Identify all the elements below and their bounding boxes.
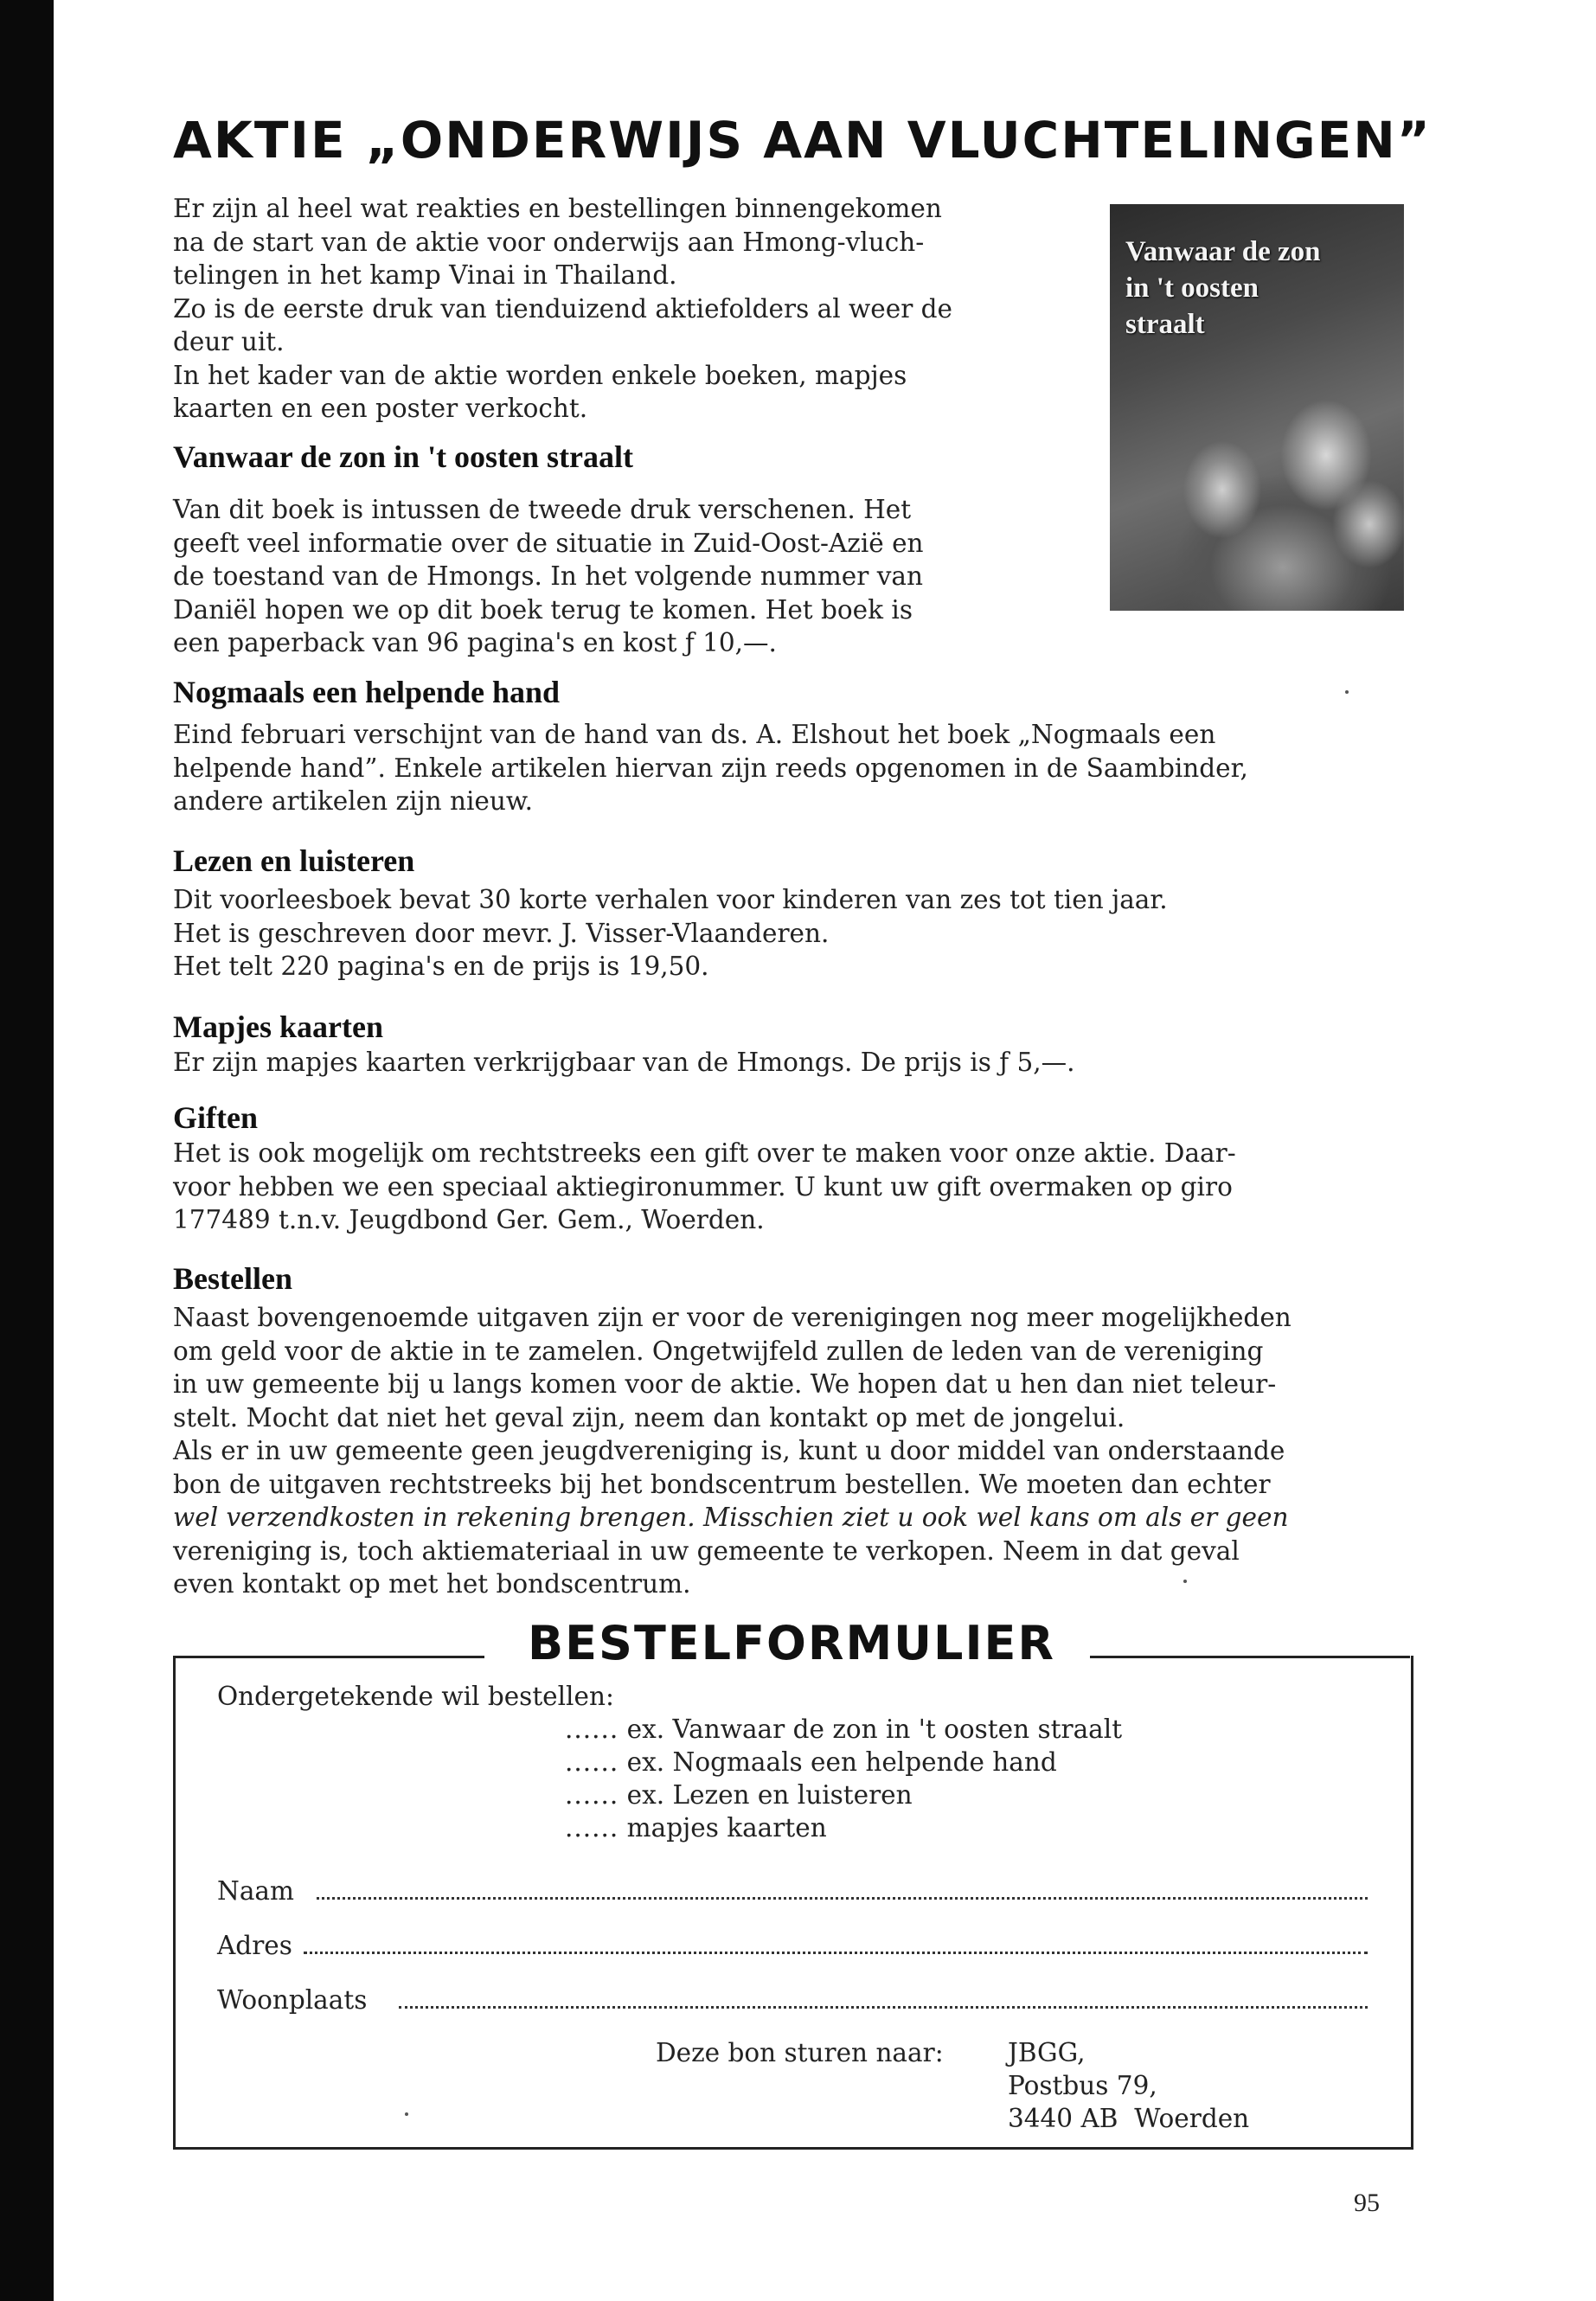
address-line: JBGG, (1008, 2038, 1086, 2067)
order-form-title: BESTELFORMULIER (528, 1616, 1055, 1670)
text-line: Er zijn al heel wat reakties en bestellingen binnengekomen (173, 194, 942, 223)
cover-line: Vanwaar de zon (1125, 236, 1321, 267)
section-vanwaar (173, 439, 1081, 660)
text-line: Naast bovengenoemde uitgaven zijn er voor de verenigingen nog meer mogelijkheden (173, 1303, 1292, 1332)
field-label: Woonplaats (217, 1985, 368, 2015)
text-line: even kontakt op met het bondscentrum. (173, 1569, 691, 1599)
order-item[interactable] (565, 1713, 1122, 1746)
send-address (1008, 2036, 1249, 2135)
cover-line: in 't oosten (1125, 272, 1259, 304)
text-line: in uw gemeente bij u langs komen voor de aktie. We hopen dat u hen dan niet teleur- (173, 1369, 1277, 1399)
text-line: vereniging is, toch aktiemateriaal in uw gemeente te verkopen. Neem in dat geval (173, 1535, 1240, 1566)
quantity-field[interactable]: ...... (565, 1780, 619, 1810)
text-line: Zo is de eerste druk van tienduizend aktiefolders al weer de (173, 293, 953, 324)
section-heading: Giften (173, 1100, 258, 1135)
text-line: een paperback van 96 pagina's en kost ƒ 10,—. (173, 628, 777, 657)
field-label: Adres (217, 1931, 292, 1960)
order-form-intro: Ondergetekende wil bestellen: (217, 1682, 614, 1711)
order-item-label: mapjes kaarten (626, 1813, 827, 1843)
address-field[interactable] (217, 1929, 1368, 1962)
send-to-label: Deze bon sturen naar: (656, 2038, 944, 2067)
page-number: 95 (1354, 2189, 1380, 2217)
cover-line: straalt (1125, 309, 1205, 340)
order-item[interactable] (565, 1779, 1122, 1811)
section-heading: Nogmaals een helpende hand (173, 675, 561, 709)
text-line: Eind februari verschijnt van de hand van ds. A. Elshout het boek „Nogmaals een (173, 720, 1216, 749)
order-item[interactable] (565, 1811, 1122, 1844)
section-mapjes (173, 1009, 1419, 1080)
text-line: In het kader van de aktie worden enkele boeken, mapjes (173, 360, 907, 390)
order-form (173, 1656, 1413, 2150)
text-line: stelt. Mocht dat niet het geval zijn, neem dan kontakt op met de jongelui. (173, 1402, 1125, 1433)
text-line: na de start van de aktie voor onderwijs aan Hmong-vluch- (173, 227, 925, 257)
quantity-field[interactable]: ...... (565, 1747, 619, 1777)
section-heading: Lezen en luisteren (173, 843, 415, 878)
book-cover-title (1125, 234, 1394, 343)
text-line: Het telt 220 pagina's en de prijs is 19,50. (173, 952, 709, 981)
order-item-label: ex. Nogmaals een helpende hand (626, 1747, 1057, 1777)
text-line: telingen in het kamp Vinai in Thailand. (173, 260, 677, 290)
order-items (565, 1713, 1122, 1844)
section-giften (173, 1100, 1419, 1237)
book-cover-photo (1110, 204, 1404, 611)
text-line: wel verzendkosten in rekening brengen. Misschien ziet u ook wel kans om als er geen (173, 1503, 1289, 1532)
text-line: Het is ook mogelijk om rechtstreeks een gift over te maken voor onze aktie. Daar- (173, 1138, 1236, 1168)
order-item[interactable] (565, 1746, 1122, 1779)
section-heading: Mapjes kaarten (173, 1009, 383, 1044)
text-line: kaarten en een poster verkocht. (173, 394, 588, 423)
name-field[interactable] (217, 1875, 1368, 1907)
text-line: 177489 t.n.v. Jeugdbond Ger. Gem., Woerden. (173, 1205, 765, 1234)
city-field[interactable] (217, 1984, 1368, 2016)
text-line: om geld voor de aktie in te zamelen. Ongetwijfeld zullen de leden van de vereniging (173, 1336, 1264, 1366)
field-label: Naam (217, 1876, 294, 1906)
section-heading: Vanwaar de zon in 't oosten straalt (173, 439, 634, 474)
scan-edge (0, 0, 54, 2301)
page-title: AKTIE „ONDERWIJS AAN VLUCHTELINGEN” (173, 111, 1432, 170)
text-line: andere artikelen zijn nieuw. (173, 786, 533, 816)
section-bestellen (173, 1261, 1419, 1601)
text-line: Het is geschreven door mevr. J. Visser-Vlaanderen. (173, 918, 830, 948)
text-line: helpende hand”. Enkele artikelen hiervan zijn reeds opgenomen in de Saambinder, (173, 753, 1248, 783)
text-line: Als er in uw gemeente geen jeugdvereniging is, kunt u door middel van onderstaande (173, 1436, 1285, 1465)
quantity-field[interactable]: ...... (565, 1715, 619, 1744)
name-input-line[interactable] (317, 1897, 1368, 1900)
intro-paragraph (173, 192, 1081, 426)
text-line: voor hebben we een speciaal aktiegironummer. U kunt uw gift overmaken op giro (173, 1171, 1233, 1202)
quantity-field[interactable]: ...... (565, 1813, 619, 1843)
order-item-label: ex. Vanwaar de zon in 't oosten straalt (626, 1715, 1123, 1744)
section-heading: Bestellen (173, 1261, 292, 1296)
scan-speck (405, 2112, 408, 2116)
section-lezen (173, 843, 1419, 984)
address-line: 3440 AB Woerden (1008, 2104, 1250, 2133)
scan-speck (1183, 1580, 1187, 1583)
scan-speck (1345, 690, 1349, 694)
order-item-label: ex. Lezen en luisteren (626, 1780, 913, 1810)
text-line: bon de uitgaven rechtstreeks bij het bondscentrum bestellen. We moeten dan echter (173, 1469, 1271, 1499)
text-line: de toestand van de Hmongs. In het volgende nummer van (173, 561, 923, 591)
address-line: Postbus 79, (1008, 2071, 1157, 2100)
text-line: Van dit boek is intussen de tweede druk verschenen. Het (173, 495, 912, 524)
section-nogmaals (173, 675, 1419, 818)
text-line: Dit voorleesboek bevat 30 korte verhalen voor kinderen van zes tot tien jaar. (173, 885, 1168, 914)
city-input-line[interactable] (399, 2006, 1368, 2009)
address-input-line[interactable] (304, 1952, 1368, 1954)
text-line: Daniël hopen we op dit boek terug te komen. Het boek is (173, 594, 913, 625)
text-line: geeft veel informatie over de situatie in Zuid-Oost-Azië en (173, 528, 924, 558)
text-line: deur uit. (173, 327, 285, 356)
text-line: Er zijn mapjes kaarten verkrijgbaar van de Hmongs. De prijs is ƒ 5,—. (173, 1048, 1075, 1077)
